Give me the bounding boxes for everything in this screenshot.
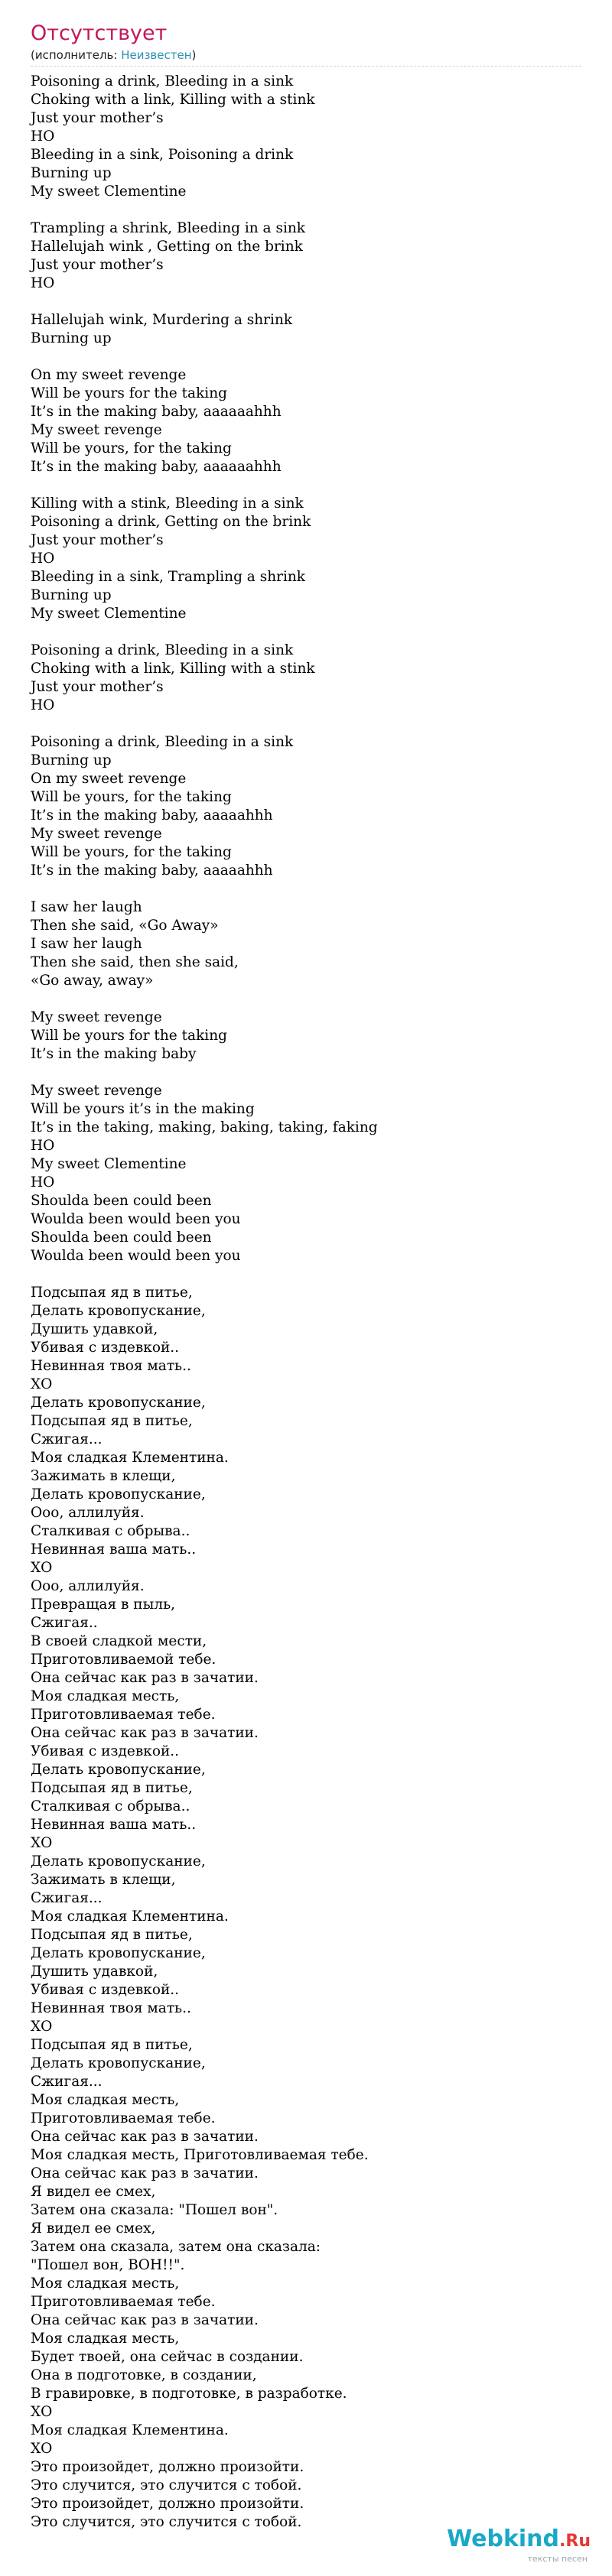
lyrics-stanza <box>31 1284 581 2532</box>
lyrics-line: Bleeding in a sink, Trampling a shrink <box>31 569 305 585</box>
lyrics-line: Poisoning a drink, Bleeding in a sink <box>31 734 294 750</box>
logo-subtitle: тексты песен <box>527 2554 588 2564</box>
lyrics-line: Приготовливаемой тебе. <box>31 1652 216 1668</box>
lyrics-line: My sweet revenge <box>31 1083 162 1099</box>
lyrics-line: Делать кровопускание, <box>31 1486 206 1502</box>
lyrics-line: It’s in the making baby, aaaaaahhh <box>31 404 282 420</box>
lyrics-line: HO <box>31 697 55 713</box>
lyrics-line: My sweet Clementine <box>31 606 187 622</box>
lyrics-line: It’s in the making baby, aaaaaahhh <box>31 459 282 475</box>
lyrics-line: Woulda been would been you <box>31 1248 241 1264</box>
lyrics-line: Убивая с издевкой.. <box>31 1743 180 1759</box>
lyrics-line: Hallelujah wink, Murdering a shrink <box>31 312 293 328</box>
lyrics-line: ХО <box>31 1376 53 1392</box>
lyrics-line: Она сейчас как раз в зачатии. <box>31 1670 259 1686</box>
site-logo[interactable] <box>447 2526 591 2564</box>
lyrics-line: Это произойдет, должно произойти. <box>31 2496 304 2512</box>
lyrics-line: Just your mother’s <box>31 257 164 273</box>
lyrics-line: Она сейчас как раз в зачатии. <box>31 2312 259 2328</box>
lyrics-line: Моя сладкая месть, <box>31 2276 180 2292</box>
lyrics-page <box>31 21 581 2550</box>
lyrics-line: ХО <box>31 2404 53 2420</box>
lyrics-line: Она сейчас как раз в зачатии. <box>31 2129 259 2145</box>
lyrics-line: Душить удавкой, <box>31 1964 158 1980</box>
lyrics-line: Choking with a link, Killing with a stink <box>31 661 315 677</box>
lyrics-line: Сталкивая с обрыва.. <box>31 1523 190 1539</box>
lyrics-line: Сжигая... <box>31 2074 103 2090</box>
lyrics-stanza <box>31 1009 581 1064</box>
lyrics-line: Превращая в пыль, <box>31 1597 176 1613</box>
lyrics-line: Hallelujah wink , Getting on the brink <box>31 239 303 255</box>
lyrics-line: Невинная твоя мать.. <box>31 1358 191 1374</box>
lyrics-line: It’s in the taking, making, baking, taking, faking <box>31 1119 378 1135</box>
song-title: Отсутствует <box>31 21 168 45</box>
lyrics-text <box>31 73 581 2532</box>
lyrics-line: Killing with a stink, Bleeding in a sink <box>31 495 304 512</box>
lyrics-line: Невинная ваша мать.. <box>31 1817 197 1833</box>
lyrics-line: Делать кровопускание, <box>31 1853 206 1869</box>
lyrics-line: Убивая с издевкой.. <box>31 1340 180 1356</box>
lyrics-line: Я видел ее смех, <box>31 2220 156 2237</box>
lyrics-line: My sweet Clementine <box>31 184 187 200</box>
lyrics-line: Подсыпая яд в питье, <box>31 1927 193 1943</box>
lyrics-line: It’s in the making baby, aaaaahhh <box>31 862 273 879</box>
lyrics-line: Это произойдет, должно произойти. <box>31 2459 304 2475</box>
lyrics-line: It’s in the making baby <box>31 1046 197 1062</box>
lyrics-line: Зажимать в клещи, <box>31 1872 176 1888</box>
lyrics-line: Моя сладкая месть, <box>31 1688 180 1704</box>
lyrics-line: Ооо, аллилуйя. <box>31 1578 145 1594</box>
lyrics-line: Делать кровопускание, <box>31 1395 206 1411</box>
lyrics-stanza <box>31 495 581 623</box>
lyrics-line: Затем она сказала: "Пошел вон". <box>31 2202 278 2218</box>
lyrics-stanza <box>31 1082 581 1265</box>
artist-suffix: ) <box>191 48 197 62</box>
lyrics-line: Ооо, аллилуйя. <box>31 1505 145 1521</box>
lyrics-line: Приготовливаемая тебе. <box>31 2110 216 2126</box>
lyrics-line: Just your mother’s <box>31 679 164 695</box>
artist-link[interactable]: Неизвестен <box>121 48 192 62</box>
lyrics-line: Убивая с издевкой.. <box>31 1982 180 1998</box>
lyrics-line: Burning up <box>31 587 112 603</box>
lyrics-line: Подсыпая яд в питье, <box>31 1285 193 1301</box>
lyrics-line: Will be yours, for the taking <box>31 844 232 860</box>
lyrics-stanza <box>31 219 581 293</box>
lyrics-line: Сталкивая с обрыва.. <box>31 1798 190 1814</box>
lyrics-line: Подсыпая яд в питье, <box>31 2037 193 2053</box>
artist-line <box>31 47 581 63</box>
lyrics-line: Burning up <box>31 330 112 346</box>
lyrics-line: В своей сладкой мести, <box>31 1633 207 1649</box>
lyrics-line: Делать кровопускание, <box>31 1762 206 1778</box>
lyrics-stanza <box>31 73 581 201</box>
lyrics-line: HO <box>31 128 55 145</box>
logo-tld-text: .Ru <box>559 2532 591 2551</box>
lyrics-line: Она сейчас как раз в зачатии. <box>31 2165 259 2181</box>
lyrics-line: My sweet revenge <box>31 422 162 438</box>
lyrics-line: Моя сладкая месть, <box>31 2092 180 2108</box>
lyrics-line: Choking with a link, Killing with a stink <box>31 92 315 108</box>
lyrics-line: ХО <box>31 1835 53 1851</box>
lyrics-line: Poisoning a drink, Bleeding in a sink <box>31 73 294 89</box>
lyrics-line: ХО <box>31 2019 53 2035</box>
lyrics-line: Это случится, это случится с тобой. <box>31 2477 302 2493</box>
header-divider <box>31 66 581 67</box>
lyrics-line: Зажимать в клещи, <box>31 1468 176 1484</box>
lyrics-line: Приготовливаемая тебе. <box>31 2294 216 2310</box>
lyrics-line: Я видел ее смех, <box>31 2184 156 2200</box>
lyrics-line: It’s in the making baby, aaaaahhh <box>31 807 273 823</box>
lyrics-stanza <box>31 311 581 348</box>
lyrics-line: Моя сладкая месть, Приготовливаемая тебе. <box>31 2147 369 2163</box>
lyrics-line: Приготовливаемая тебе. <box>31 1707 216 1723</box>
lyrics-line: Will be yours for the taking <box>31 1028 227 1044</box>
lyrics-stanza <box>31 898 581 990</box>
lyrics-line: Моя сладкая Клементина. <box>31 1450 229 1466</box>
lyrics-line: Poisoning a drink, Getting on the brink <box>31 514 311 530</box>
lyrics-line: I saw her laugh <box>31 936 142 952</box>
lyrics-line: Will be yours, for the taking <box>31 440 232 456</box>
lyrics-line: Подсыпая яд в питье, <box>31 1780 193 1796</box>
lyrics-line: ХО <box>31 1560 53 1576</box>
lyrics-line: Shoulda been could been <box>31 1193 212 1209</box>
lyrics-line: Trampling a shrink, Bleeding in a sink <box>31 220 305 236</box>
lyrics-line: On my sweet revenge <box>31 367 187 383</box>
lyrics-line: Then she said, then she said, <box>31 954 239 970</box>
lyrics-line: Сжигая... <box>31 1431 103 1447</box>
lyrics-line: Моя сладкая месть, <box>31 2331 180 2347</box>
logo-main-text: Webkind <box>447 2526 560 2552</box>
lyrics-line: Моя сладкая Клементина. <box>31 1908 229 1925</box>
lyrics-line: HO <box>31 1174 55 1191</box>
lyrics-line: Моя сладкая Клементина. <box>31 2422 229 2438</box>
lyrics-line: Will be yours it’s in the making <box>31 1101 255 1117</box>
lyrics-line: Затем она сказала, затем она сказала: <box>31 2239 321 2255</box>
lyrics-line: HO <box>31 551 55 567</box>
lyrics-line: Делать кровопускание, <box>31 1303 206 1319</box>
lyrics-line: Невинная твоя мать.. <box>31 2000 191 2016</box>
lyrics-line: Then she said, «Go Away» <box>31 918 219 934</box>
lyrics-line: Делать кровопускание, <box>31 2055 206 2071</box>
lyrics-line: В гравировке, в подготовке, в разработке. <box>31 2386 347 2402</box>
lyrics-line: Сжигая.. <box>31 1615 98 1631</box>
lyrics-line: On my sweet revenge <box>31 771 187 787</box>
lyrics-line: I saw her laugh <box>31 899 142 915</box>
lyrics-line: Woulda been would been you <box>31 1211 241 1227</box>
lyrics-line: My sweet revenge <box>31 1009 162 1025</box>
lyrics-line: Shoulda been could been <box>31 1230 212 1246</box>
lyrics-line: Душить удавкой, <box>31 1321 158 1337</box>
lyrics-line: Poisoning a drink, Bleeding in a sink <box>31 642 294 658</box>
lyrics-line: Burning up <box>31 165 112 181</box>
lyrics-line: «Go away, away» <box>31 973 154 989</box>
lyrics-line: Она сейчас как раз в зачатии. <box>31 1725 259 1741</box>
lyrics-stanza <box>31 733 581 880</box>
lyrics-stanza <box>31 366 581 476</box>
lyrics-line: ХО <box>31 2441 53 2457</box>
lyrics-line: Just your mother’s <box>31 110 164 126</box>
lyrics-line: Will be yours, for the taking <box>31 789 232 805</box>
logo-wordmark <box>447 2526 591 2555</box>
lyrics-line: Невинная ваша мать.. <box>31 1541 197 1558</box>
artist-prefix: (исполнитель: <box>31 48 122 62</box>
lyrics-stanza <box>31 642 581 715</box>
lyrics-line: Bleeding in a sink, Poisoning a drink <box>31 147 294 163</box>
lyrics-line: Это случится, это случится с тобой. <box>31 2514 302 2530</box>
lyrics-line: Будет твоей, она сейчас в создании. <box>31 2349 304 2365</box>
lyrics-line: Burning up <box>31 752 112 768</box>
lyrics-line: "Пошел вон, ВОН!!". <box>31 2257 185 2273</box>
lyrics-line: HO <box>31 1138 55 1154</box>
lyrics-line: My sweet Clementine <box>31 1156 187 1172</box>
lyrics-line: Will be yours for the taking <box>31 385 227 401</box>
lyrics-line: Just your mother’s <box>31 532 164 548</box>
lyrics-line: My sweet revenge <box>31 826 162 842</box>
lyrics-line: Она в подготовке, в создании, <box>31 2367 257 2383</box>
lyrics-line: Делать кровопускание, <box>31 1945 206 1961</box>
lyrics-line: HO <box>31 275 55 291</box>
lyrics-line: Подсыпая яд в питье, <box>31 1413 193 1429</box>
lyrics-line: Сжигая... <box>31 1890 103 1906</box>
